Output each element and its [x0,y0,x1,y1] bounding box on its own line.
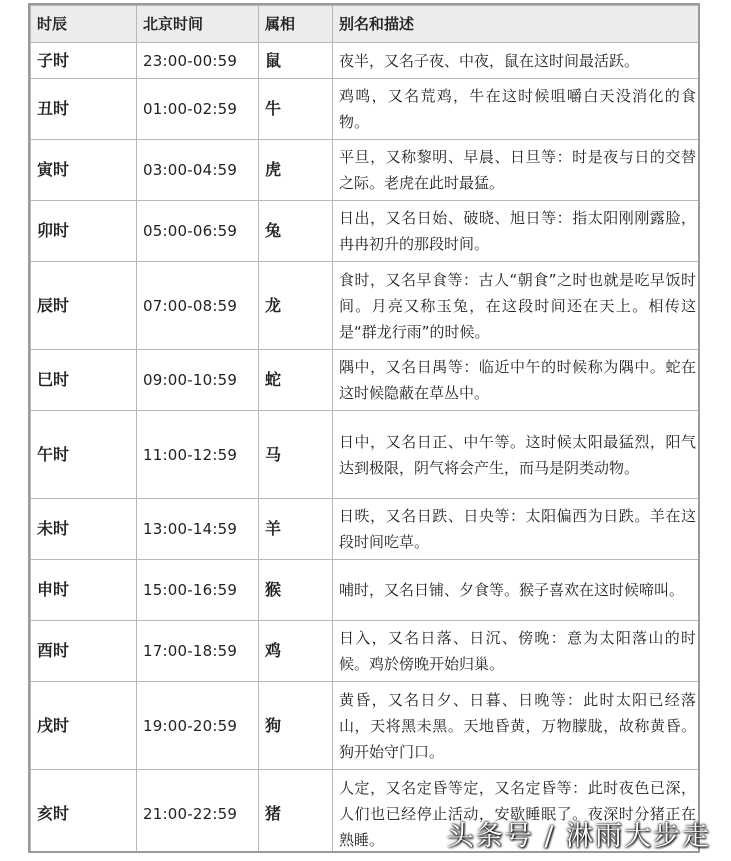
cell-time: 11:00-12:59 [137,411,259,499]
table-row [31,411,701,499]
cell-animal: 兔 [259,201,333,262]
cell-time: 21:00-22:59 [137,770,259,854]
cell-description: 黄昏，又名日夕、日暮、日晚等：此时太阳已经落山，天将黑未黑。天地昏黄，万物朦胧，故称黄昏。狗开始守门口。 [333,682,701,770]
table-row [31,499,701,560]
cell-animal: 虎 [259,140,333,201]
cell-time: 17:00-18:59 [137,621,259,682]
source-watermark: 头条号 / 淋雨大步走 [446,821,711,852]
cell-time: 05:00-06:59 [137,201,259,262]
cell-description: 鸡鸣，又名荒鸡，牛在这时候咀嚼白天没消化的食物。 [333,79,701,140]
cell-description: 隅中，又名日禺等：临近中午的时候称为隅中。蛇在这时候隐蔽在草丛中。 [333,350,701,411]
cell-animal: 牛 [259,79,333,140]
header-alias-description: 别名和描述 [333,6,701,43]
cell-time: 23:00-00:59 [137,43,259,79]
cell-time: 13:00-14:59 [137,499,259,560]
table-row [31,140,701,201]
cell-animal: 羊 [259,499,333,560]
cell-animal: 鼠 [259,43,333,79]
table-row [31,350,701,411]
cell-shichen: 午时 [31,411,137,499]
table-row [31,201,701,262]
cell-description: 日入，又名日落、日沉、傍晚：意为太阳落山的时候。鸡於傍晚开始归巢。 [333,621,701,682]
cell-animal: 狗 [259,682,333,770]
cell-shichen: 戌时 [31,682,137,770]
table-row [31,560,701,621]
cell-animal: 龙 [259,262,333,350]
cell-shichen: 申时 [31,560,137,621]
cell-shichen: 亥时 [31,770,137,854]
cell-shichen: 子时 [31,43,137,79]
cell-time: 15:00-16:59 [137,560,259,621]
cell-animal: 猴 [259,560,333,621]
cell-animal: 马 [259,411,333,499]
table-row [31,79,701,140]
cell-animal: 猪 [259,770,333,854]
cell-shichen: 巳时 [31,350,137,411]
cell-time: 07:00-08:59 [137,262,259,350]
table-row [31,682,701,770]
cell-time: 03:00-04:59 [137,140,259,201]
zodiac-hours-table-frame [28,3,700,853]
cell-description: 平旦，又称黎明、早晨、日旦等：时是夜与日的交替之际。老虎在此时最猛。 [333,140,701,201]
cell-shichen: 丑时 [31,79,137,140]
cell-animal: 蛇 [259,350,333,411]
cell-description: 日中，又名日正、中午等。这时候太阳最猛烈，阳气达到极限，阴气将会产生，而马是阴类动物。 [333,411,701,499]
cell-time: 19:00-20:59 [137,682,259,770]
cell-shichen: 酉时 [31,621,137,682]
cell-shichen: 卯时 [31,201,137,262]
table-row [31,43,701,79]
cell-shichen: 寅时 [31,140,137,201]
zodiac-hours-table [30,5,700,853]
table-row [31,621,701,682]
cell-description: 哺时，又名日铺、夕食等。猴子喜欢在这时候啼叫。 [333,560,701,621]
cell-shichen: 辰时 [31,262,137,350]
cell-description: 日出，又名日始、破晓、旭日等：指太阳刚刚露脸，冉冉初升的那段时间。 [333,201,701,262]
cell-time: 01:00-02:59 [137,79,259,140]
cell-shichen: 未时 [31,499,137,560]
cell-description: 夜半，又名子夜、中夜，鼠在这时间最活跃。 [333,43,701,79]
header-shichen: 时辰 [31,6,137,43]
table-header-row [31,6,701,43]
cell-animal: 鸡 [259,621,333,682]
header-zodiac-animal: 属相 [259,6,333,43]
cell-time: 09:00-10:59 [137,350,259,411]
table-row [31,770,701,854]
cell-description: 人定，又名定昏等定，又名定昏等：此时夜色已深，人们也已经停止活动，安歇睡眠了。夜深时分猪正在熟睡。 [333,770,701,854]
header-beijing-time: 北京时间 [137,6,259,43]
cell-description: 食时，又名早食等：古人“朝食”之时也就是吃早饭时间。月亮又称玉兔，在这段时间还在天上。相传这是“群龙行雨”的时候。 [333,262,701,350]
table-row [31,262,701,350]
cell-description: 日昳，又名日跌、日央等：太阳偏西为日跌。羊在这段时间吃草。 [333,499,701,560]
